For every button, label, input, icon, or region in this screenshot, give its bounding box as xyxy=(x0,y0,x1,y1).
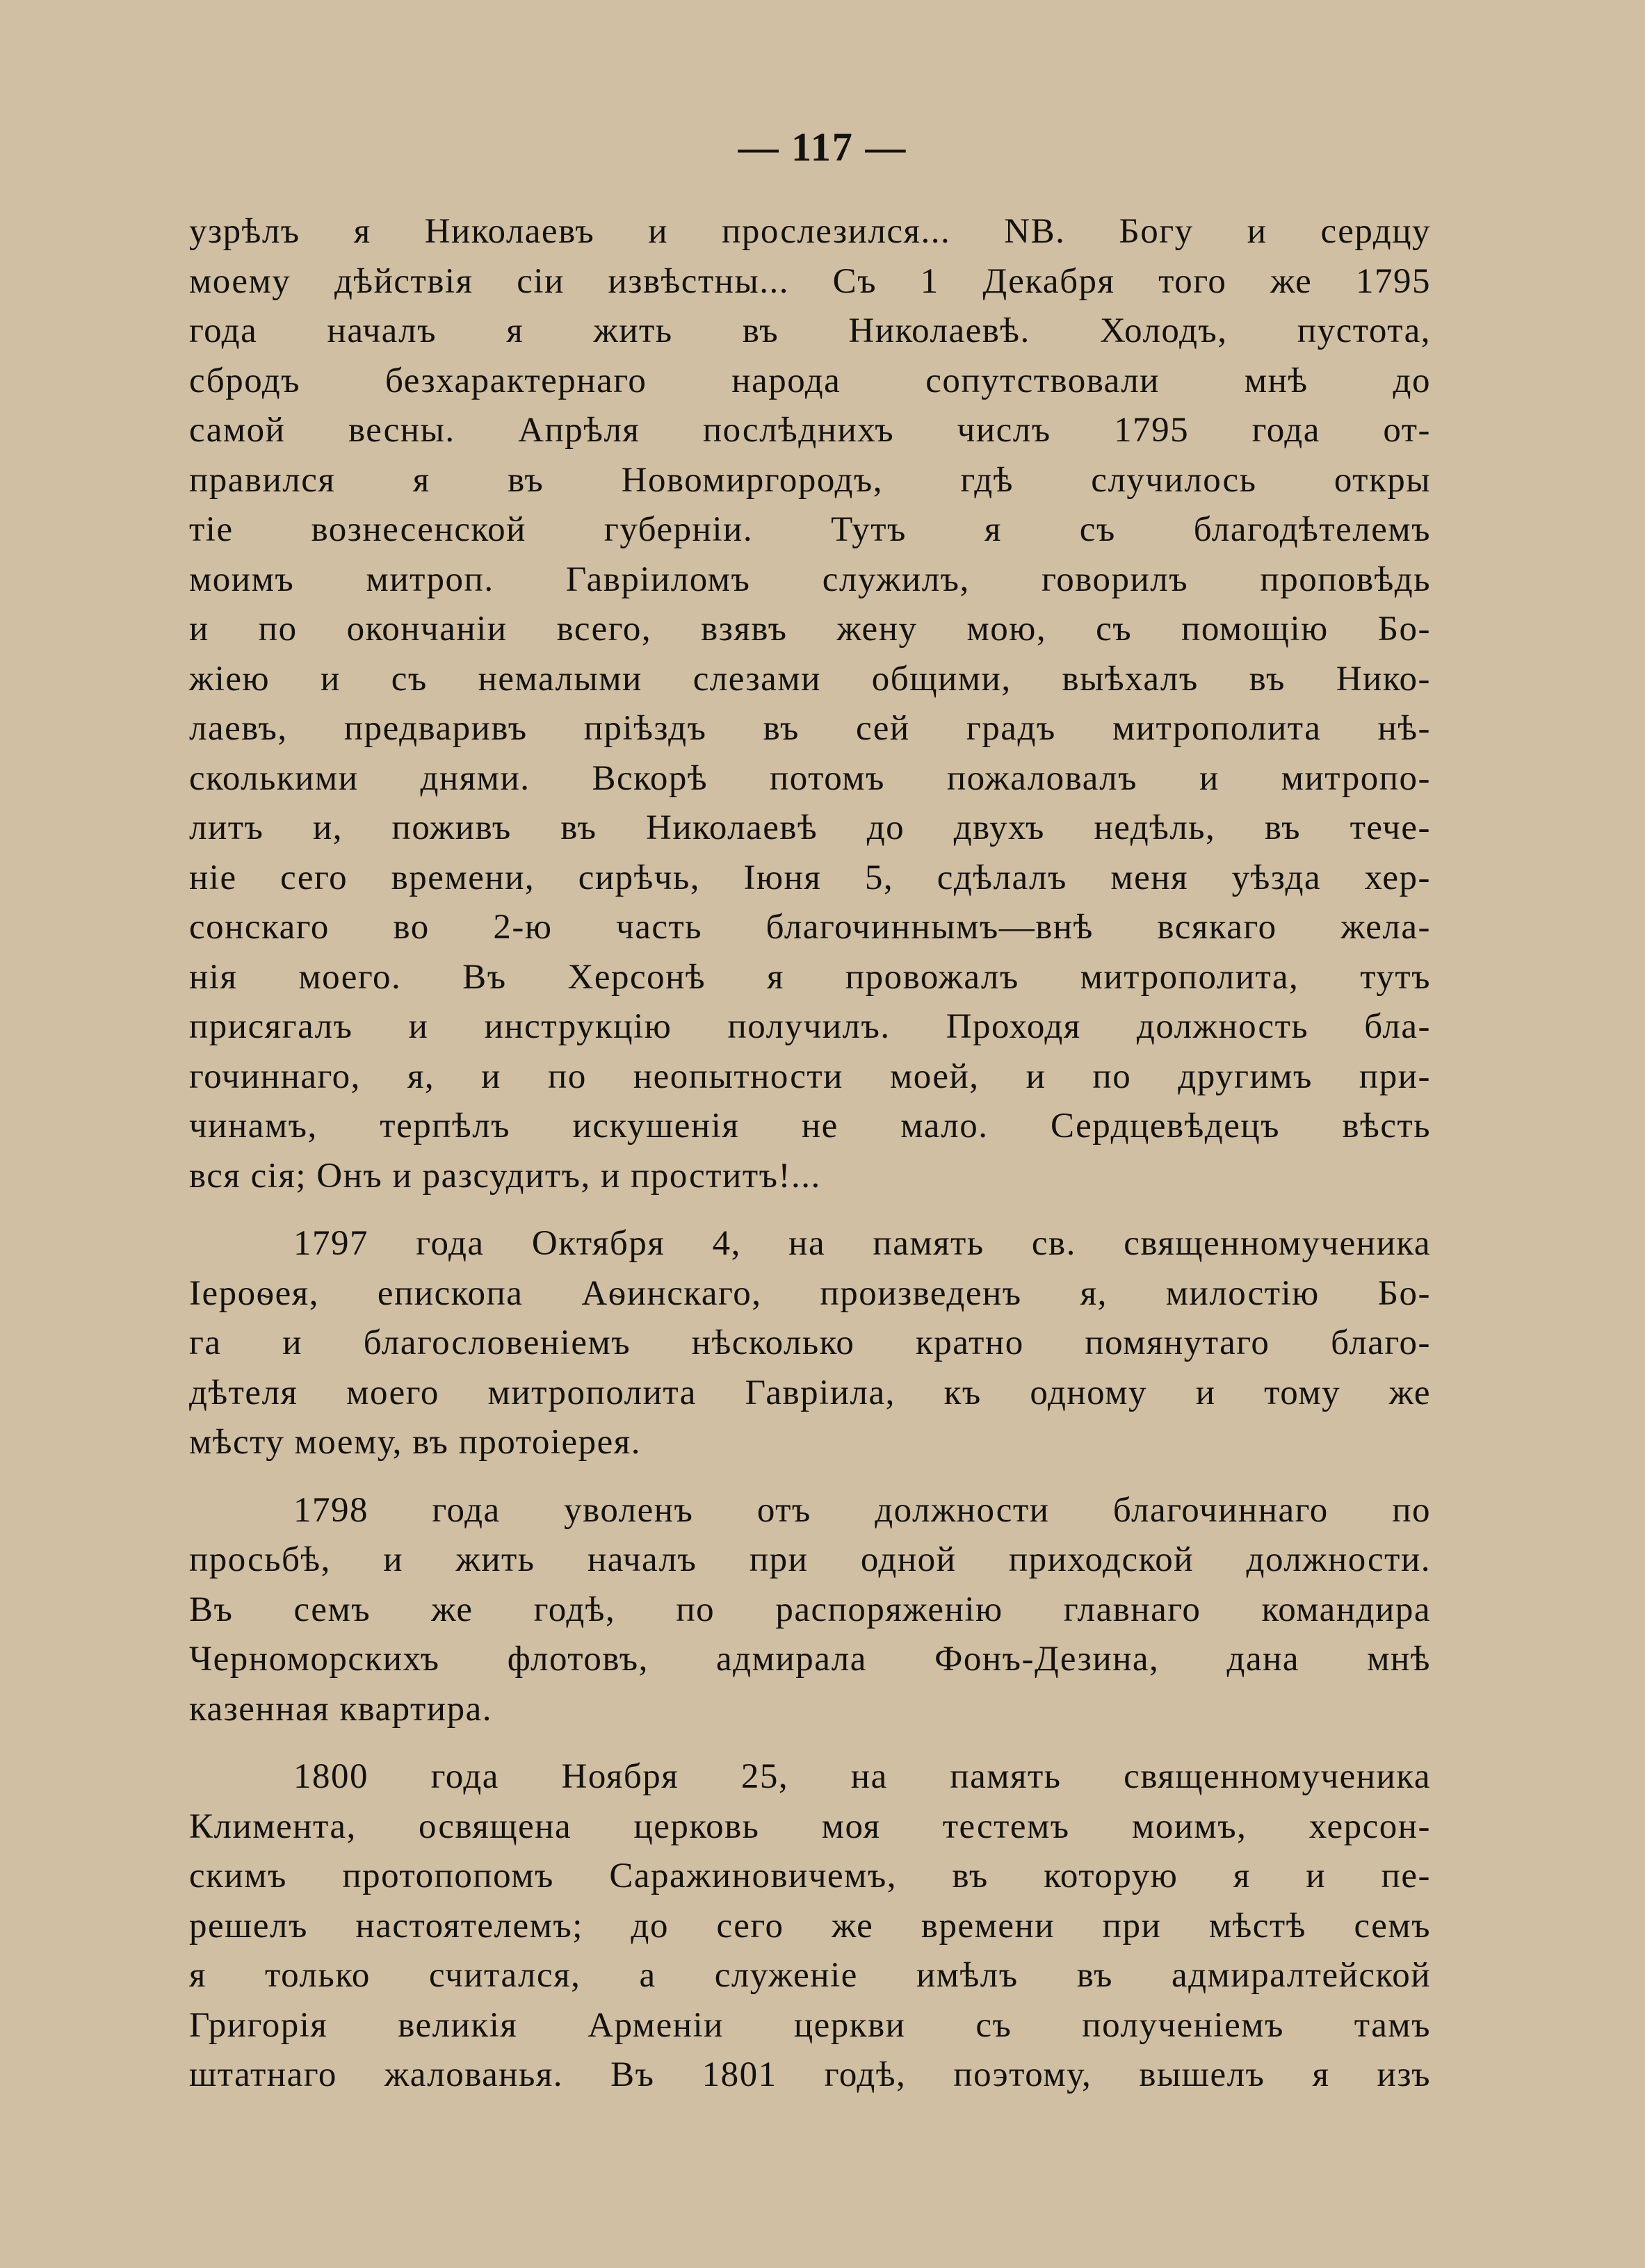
text-line: лаевъ, предваривъ пріѣздъ въ сей градъ митрополита нѣ- xyxy=(189,709,1431,748)
text-line: га и благословеніемъ нѣсколько кратно помянутаго благо- xyxy=(189,1323,1431,1362)
text-line: 1798 года уволенъ отъ должности благочиннаго по xyxy=(293,1490,1431,1530)
text-line: я только считался, а служеніе имѣлъ въ адмиралтейской xyxy=(189,1956,1431,1995)
text-line: чинамъ, терпѣлъ искушенія не мало. Сердцевѣдецъ вѣсть xyxy=(189,1107,1431,1145)
text-line: узрѣлъ я Николаевъ и прослезился... NB. Богу и сердцу xyxy=(189,212,1431,251)
text-line: казенная квартира. xyxy=(189,1689,492,1729)
text-line: скимъ протопопомъ Саражиновичемъ, въ которую я и пе- xyxy=(189,1857,1431,1895)
text-line: мѣсту моему, въ протоіерея. xyxy=(189,1423,641,1462)
text-line: тіе вознесенской губерніи. Тутъ я съ благодѣтелемъ xyxy=(189,510,1431,549)
body-text xyxy=(189,207,1431,2100)
text-line: моимъ митроп. Гавріиломъ служилъ, говорилъ проповѣдь xyxy=(189,560,1431,599)
text-line: присягалъ и инструкцію получилъ. Проходя должность бла- xyxy=(189,1007,1431,1046)
text-line: вся сія; Онъ и разсудитъ, и проститъ!... xyxy=(189,1156,821,1196)
text-line: моему дѣйствія сіи извѣстны... Съ 1 Декабря того же 1795 xyxy=(189,261,1431,301)
text-line: ніе сего времени, сирѣчь, Іюня 5, сдѣлалъ меня уѣзда хер- xyxy=(189,858,1431,897)
page-number: — 117 — xyxy=(738,124,907,170)
text-line: Климента, освящена церковь моя тестемъ моимъ, херсон- xyxy=(189,1806,1431,1846)
paragraph-4 xyxy=(189,1752,1431,2100)
text-line: решелъ настоятелемъ; до сего же времени при мѣстѣ семъ xyxy=(189,1906,1431,1945)
text-line: жіею и съ немалыми слезами общими, выѣхалъ въ Нико- xyxy=(189,659,1431,699)
text-line: сбродъ безхарактернаго народа сопутствовали мнѣ до xyxy=(189,361,1431,400)
text-line: сколькими днями. Вскорѣ потомъ пожаловалъ и митропо- xyxy=(189,758,1431,798)
text-line: 1797 года Октября 4, на память св. священномученика xyxy=(293,1224,1431,1263)
text-line: Въ семъ же годѣ, по распоряженію главнаго командира xyxy=(189,1590,1431,1629)
text-line: литъ и, поживъ въ Николаевѣ до двухъ недѣль, въ тече- xyxy=(189,808,1431,847)
text-line: 1800 года Ноября 25, на память священномученика xyxy=(293,1757,1431,1796)
text-line: просьбѣ, и жить началъ при одной приходской должности. xyxy=(189,1540,1431,1579)
text-line: дѣтеля моего митрополита Гавріила, къ одному и тому же xyxy=(189,1373,1431,1412)
text-line: самой весны. Апрѣля послѣднихъ числъ 1795 года от- xyxy=(189,411,1431,450)
text-line: и по окончаніи всего, взявъ жену мою, съ помощію Бо- xyxy=(189,610,1431,648)
paragraph-1 xyxy=(189,207,1431,1201)
text-line: нія моего. Въ Херсонѣ я провожалъ митрополита, тутъ xyxy=(189,957,1431,997)
text-line: гочиннаго, я, и по неопытности моей, и по другимъ при- xyxy=(189,1057,1431,1096)
text-line: Григорія великія Арменіи церкви съ полученіемъ тамъ xyxy=(189,2005,1431,2045)
paragraph-3 xyxy=(189,1486,1431,1735)
text-line: Іероѳея, епископа Аѳинскаго, произведенъ я, милостію Бо- xyxy=(189,1273,1431,1313)
text-line: года началъ я жить въ Николаевѣ. Холодъ, пустота, xyxy=(189,311,1431,350)
paragraph-2 xyxy=(189,1219,1431,1468)
text-line: сонскаго во 2-ю часть благочиннымъ—внѣ всякаго жела- xyxy=(189,908,1431,947)
text-line: штатнаго жалованья. Въ 1801 годѣ, поэтому, вышелъ я изъ xyxy=(189,2055,1431,2094)
text-line: правился я въ Новомиргородъ, гдѣ случилось откры xyxy=(189,460,1431,500)
text-line: Черноморскихъ флотовъ, адмирала Фонъ-Дезина, дана мнѣ xyxy=(189,1640,1431,1679)
